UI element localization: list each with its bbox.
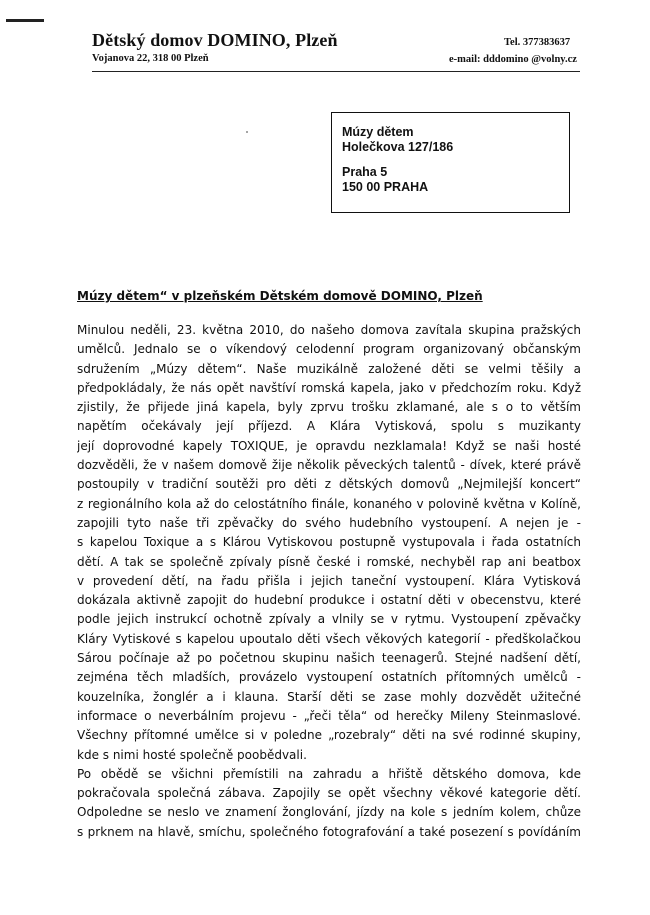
body-line: zejména těch mladších, provázelo vystoupení ostatních přítomných umělců - (77, 670, 581, 685)
body-line: informace o neverbálním projevu - „řeči těla“ od herečky Mileny Steinmaslové. (77, 708, 581, 723)
body-line: napětím očekávaly její příjezd. A Klára Vytisková, spolu s muzikanty (77, 419, 581, 434)
scan-mark (6, 19, 44, 22)
body-line: Všechny přítomné umělce si v poledne „rozebraly“ děti na své rodinné skupiny, (77, 728, 581, 743)
recipient-line-1: Múzy dětem (342, 125, 414, 139)
body-line: předpokládaly, že nás opět navštíví romská kapela, jako v předchozím roku. Když (77, 380, 581, 395)
body-line: z regionálního kola až do celostátního finále, konaného v polovině května v Kolíně, (77, 496, 581, 511)
letterhead-address: Vojanova 22, 318 00 Plzeň (92, 53, 209, 64)
article-headline: Múzy dětem“ v plzeňském Dětském domově DOMINO, Plzeň (77, 289, 483, 303)
body-line: kde s nimi hosté společně poobědvali. (77, 747, 307, 762)
body-line: dozvěděli, že v našem domově žije několik pěveckých talentů - dívek, které právě (77, 458, 581, 473)
recipient-line-3: Praha 5 (342, 165, 388, 179)
body-line: s prknem na hlavě, smíchu, společného fotografování a také posezení s povídáním (77, 824, 581, 839)
body-line: dětí. A tak se společně zpívaly písně české i romské, nechyběl rap ani beatbox (77, 554, 581, 569)
body-line: sdružením „Múzy dětem“. Naše muzikálně založené děti se velmi těšily a (77, 361, 581, 376)
body-line: podle jejich instrukcí ochotně zpívaly a vlnily se v rytmu. Vystoupení zpěvačky (77, 612, 581, 627)
body-line: dokázala aktivně zapojit do hudební produkce i ostatní děti v obecenstvu, které (77, 593, 581, 608)
body-line: Sárou počínaje až po početnou skupinu našich teenagerů. Stejné nadšení dětí, (77, 651, 581, 666)
scan-speck (246, 131, 248, 133)
body-line: kouzelníka, žonglér a i klauna. Starší děti se zase mohly dozvědět užitečné (77, 689, 581, 704)
article-body (77, 321, 581, 842)
recipient-line-2: Holečkova 127/186 (342, 140, 454, 154)
letterhead-divider (92, 71, 580, 72)
body-line: zapojili tyto naše tři zpěvačky do svého hudebního vystoupení. A nejen je - (77, 515, 581, 530)
recipient-line-4: 150 00 PRAHA (342, 180, 429, 194)
letterhead-phone: Tel. 377383637 (504, 37, 571, 48)
body-line: pokračovala společná zábava. Zapojily se opět všechny věkové kategorie dětí. (77, 786, 581, 801)
recipient-address-box (331, 112, 570, 213)
body-line: Kláry Vytiskové s kapelou upoutalo děti všech věkových kategorií - předškolačkou (77, 631, 581, 646)
body-line: v provedení dětí, na řadu přišla i jejich taneční vystoupení. Klára Vytisková (77, 573, 581, 588)
body-line: Minulou neděli, 23. května 2010, do našeho domova zavítala skupina pražských (77, 323, 581, 337)
letterhead-email: e-mail: dddomino @volny.cz (449, 54, 577, 65)
body-line: s kapelou Toxique a s Klárou Vytiskovou postupně vystupovala i řada ostatních (77, 535, 581, 550)
body-line: umělců. Jednalo se o víkendový celodenní program organizovaný občanským (77, 342, 581, 357)
body-line: Po obědě se všichni přemístili na zahradu a hřiště dětského domova, kde (77, 766, 581, 781)
body-line: její doprovodné kapely TOXIQUE, je opravdu nezklamala! Když se naši hosté (77, 438, 581, 453)
body-line: zjistily, že přijede jiná kapela, byly zprvu trošku zklamané, ale s o to větším (77, 400, 581, 415)
body-line: Odpoledne se neslo ve znamení žonglování, jízdy na kole s jedním kolem, chůze (77, 805, 581, 820)
letterhead-org-name: Dětský domov DOMINO, Plzeň (92, 30, 338, 50)
body-line: postoupily v tradiční soutěži pro děti z dětských domovů „Nejmilejší koncert“ (77, 477, 581, 492)
